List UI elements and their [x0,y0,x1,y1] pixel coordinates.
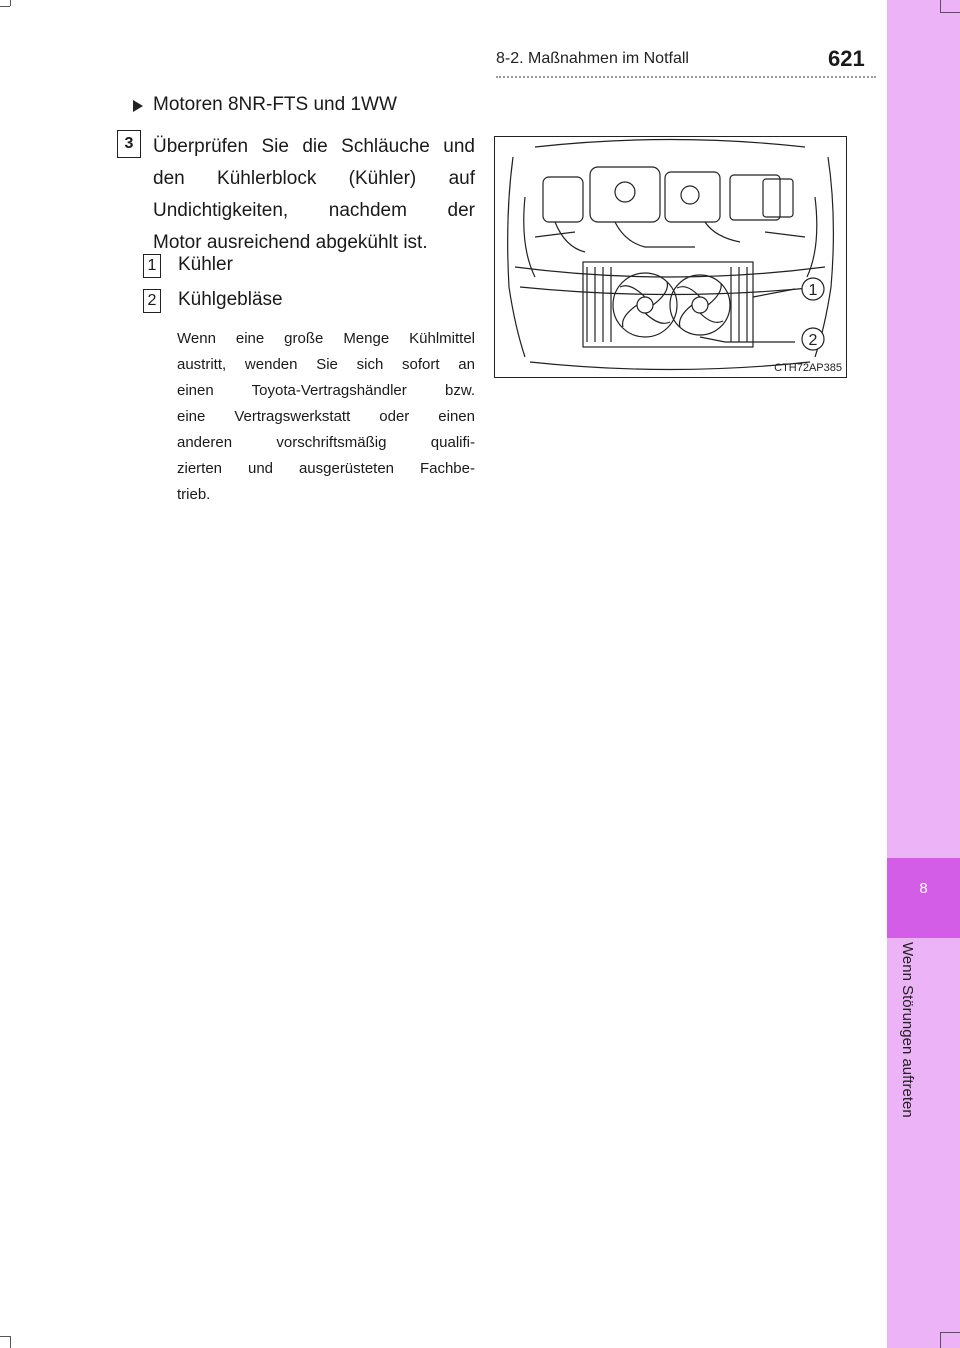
page-number: 621 [828,46,865,71]
crop-mark [940,12,960,13]
note-line: anderen vorschriftsmäßig qualifi- [177,434,475,451]
crop-mark [0,6,10,7]
item-number-box: 1 [143,254,161,278]
note-line: trieb. [177,486,211,503]
step-line: Überprüfen Sie die Schläuche und [153,136,475,157]
step-line: den Kühlerblock (Kühler) auf [153,168,475,189]
section-title: 8-2. Maßnahmen im Notfall [496,50,689,67]
callout-1: 1 [808,282,818,299]
engine-bay-illustration [494,136,847,378]
chapter-title [887,942,927,1162]
note-line: einen Toyota-Vertragshändler bzw. [177,382,475,399]
note-line: austritt, wenden Sie sich sofort an [177,356,475,373]
step-line: Motor ausreichend abgekühlt ist. [153,232,428,253]
chapter-tab-marker [887,858,960,938]
note-paragraph [177,326,475,508]
figure-code: CTH72AP385 [774,362,842,374]
triangle-bullet-icon [133,100,143,112]
crop-mark [10,1336,11,1348]
chapter-title-text: Wenn Störungen auftreten [899,942,916,1118]
step-number-box: 3 [117,130,141,158]
item-label-radiator: Kühler [178,254,233,275]
crop-mark [10,0,11,6]
note-line: eine Vertragswerkstatt oder einen [177,408,475,425]
crop-mark [940,0,941,12]
crop-mark [0,1336,10,1337]
engine-heading: Motoren 8NR-FTS und 1WW [153,94,397,115]
note-line: Wenn eine große Menge Kühlmittel [177,330,475,347]
item-label-cooling-fan: Kühlgebläse [178,289,283,310]
header-divider [496,76,876,78]
crop-mark [940,1332,960,1333]
crop-mark [940,1332,941,1348]
item-number-box: 2 [143,289,161,313]
note-line: zierten und ausgerüsteten Fachbe- [177,460,475,477]
chapter-number: 8 [919,880,928,897]
step-line: Undichtigkeiten, nachdem der [153,200,475,221]
callout-2: 2 [808,332,818,349]
engine-bay-drawing [495,137,846,377]
step-paragraph [153,131,475,259]
